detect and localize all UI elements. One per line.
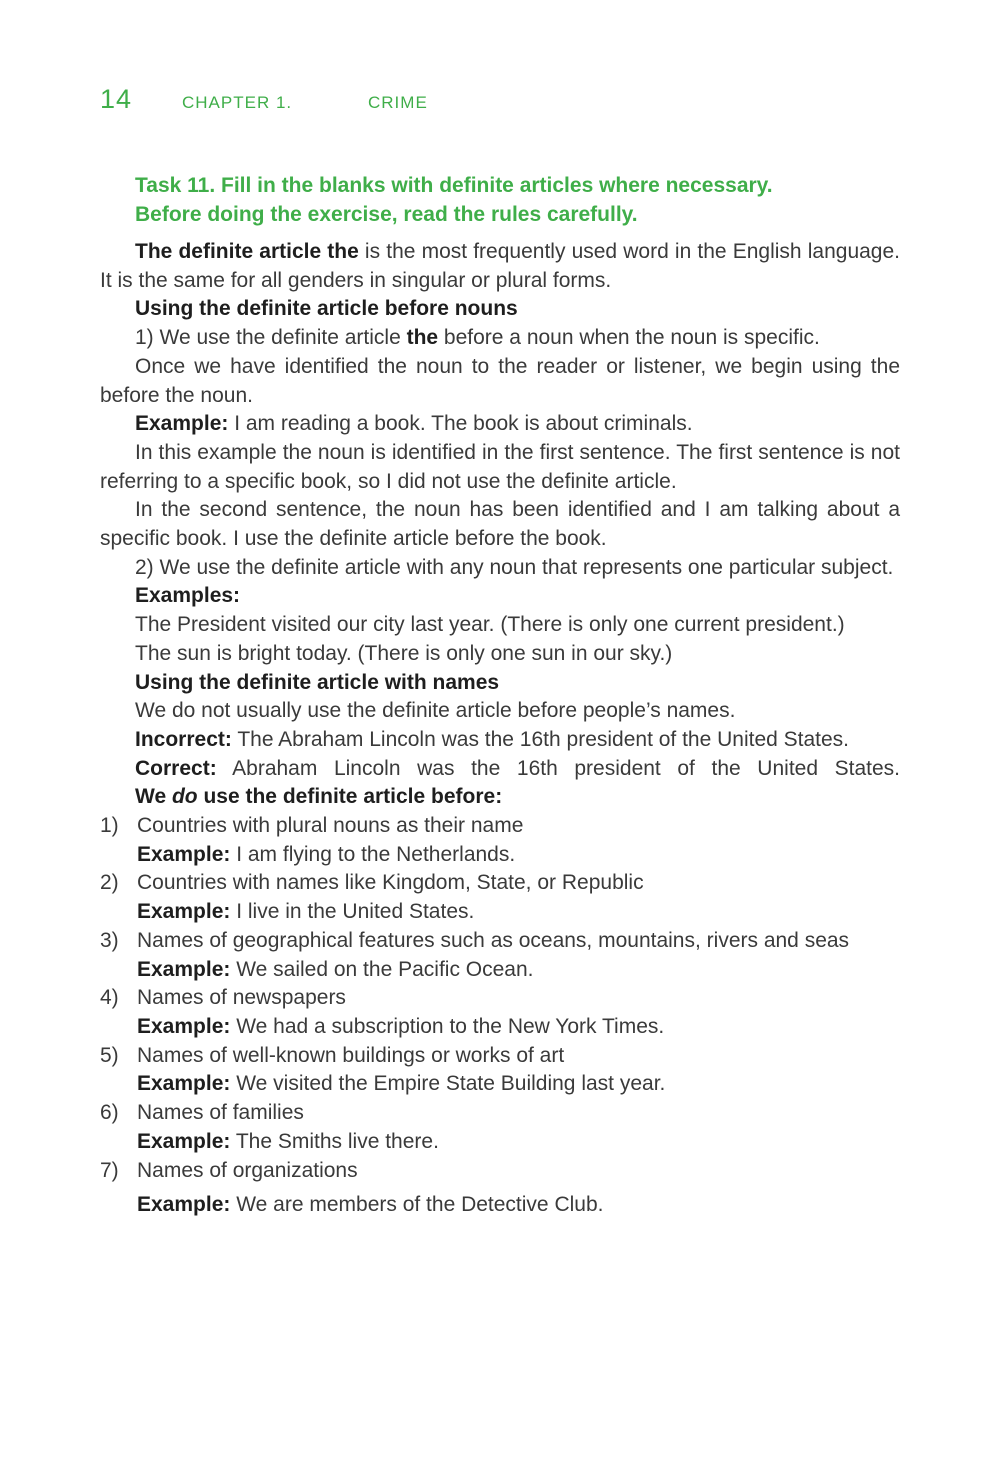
example-label: Example: <box>137 957 231 981</box>
list-text: Names of newspapers <box>137 986 346 1010</box>
list-example-text: The Smiths live there. <box>230 1129 439 1153</box>
do-heading-a: We <box>135 785 172 809</box>
task-line-2: Before doing the exercise, read the rules carefully. <box>135 202 638 226</box>
list-text: Names of geographical features such as oceans, mountains, rivers and seas <box>137 928 850 952</box>
incorrect-label: Incorrect: <box>135 727 232 751</box>
list-example <box>137 1013 900 1042</box>
example-label: Example: <box>137 1014 231 1038</box>
rule-1-text-a: 1) We use the definite article <box>135 326 407 350</box>
chapter-title: CRIME <box>368 93 428 112</box>
example-label: Example: <box>137 900 231 924</box>
list-example <box>137 1191 900 1220</box>
section-heading-nouns <box>100 295 900 324</box>
intro-paragraph <box>100 238 900 295</box>
list-number: 6) <box>100 1101 119 1125</box>
chapter-label: CHAPTER 1. <box>182 93 293 112</box>
list-number: 7) <box>100 1158 119 1182</box>
list-example <box>137 841 900 870</box>
example-sun: The sun is bright today. (There is only one sun in our sky.) <box>135 641 673 665</box>
correct-text: Abraham Lincoln was the 16th president of the United States. <box>216 756 900 780</box>
intro-text: is the most frequently used word in the English language. It is the same for all genders in singular or plural forms. <box>100 240 900 292</box>
section-heading-nouns-text: Using the definite article before nouns <box>135 297 518 321</box>
list-example <box>137 1128 900 1157</box>
intro-bold: The definite article the <box>135 240 359 263</box>
para-first-sentence: In this example the noun is identified in the first sentence. The first sentence is not referring to a specific book, so I did not use the definite article. <box>100 440 900 493</box>
list-number: 3) <box>100 928 119 952</box>
section-heading-names <box>100 669 900 698</box>
list-example-text: We are members of the Detective Club. <box>230 1193 604 1217</box>
list-example <box>137 956 900 985</box>
list-number: 4) <box>100 986 119 1010</box>
list-item <box>100 812 900 869</box>
task-heading <box>100 172 900 229</box>
rule-2: 2) We use the definite article with any noun that represents one particular subject. <box>135 555 894 579</box>
rule-1-bold: the <box>406 326 439 350</box>
list-example-text: We had a subscription to the New York Times. <box>230 1014 665 1038</box>
list-text: Countries with plural nouns as their name <box>137 814 524 838</box>
example-label: Example: <box>137 1193 231 1217</box>
example-label: Example: <box>137 1072 231 1096</box>
list-text: Names of well-known buildings or works of art <box>137 1043 565 1067</box>
list-item <box>100 1157 900 1220</box>
list-example-text: I live in the United States. <box>230 900 475 924</box>
list-item <box>100 927 900 984</box>
list-text: Countries with names like Kingdom, State, or Republic <box>137 871 644 895</box>
para-people-names: We do not usually use the definite article before people’s names. <box>135 699 736 723</box>
correct-label: Correct: <box>135 756 217 780</box>
section-heading-names-text: Using the definite article with names <box>135 670 500 694</box>
list-example-text: We visited the Empire State Building last year. <box>230 1072 666 1096</box>
rule-1 <box>100 324 900 353</box>
example-label: Example: <box>137 842 231 866</box>
list-example-text: We sailed on the Pacific Ocean. <box>230 957 534 981</box>
example-president: The President visited our city last year. (There is only one current president.) <box>135 613 845 637</box>
example-label: Example: <box>137 1129 231 1153</box>
do-use-heading <box>100 783 900 812</box>
page-number: 14 <box>100 84 133 114</box>
list-item <box>100 984 900 1041</box>
incorrect-example <box>100 726 900 755</box>
para-second-sentence: In the second sentence, the noun has been identified and I am talking about a specific book. I use the definite article before the book. <box>100 498 900 551</box>
example-book <box>100 410 900 439</box>
incorrect-text: The Abraham Lincoln was the 16th president of the United States. <box>231 727 850 751</box>
do-heading-em: do <box>171 785 198 809</box>
list-item <box>100 1042 900 1099</box>
list-item <box>100 869 900 926</box>
example-label: Example: <box>135 412 229 436</box>
list-text: Names of families <box>137 1101 304 1125</box>
list-example <box>137 1070 900 1099</box>
list-example-text: I am flying to the Netherlands. <box>230 842 516 866</box>
para-identified: Once we have identified the noun to the reader or listener, we begin using the before the noun. <box>100 354 900 407</box>
list-number: 2) <box>100 871 119 895</box>
rule-1-text-b: before a noun when the noun is specific. <box>438 326 820 350</box>
list-text: Names of organizations <box>137 1158 358 1182</box>
correct-example <box>100 755 900 784</box>
page-body <box>100 172 900 1220</box>
task-line-1: Task 11. Fill in the blanks with definite articles where necessary. <box>135 174 773 197</box>
examples-heading <box>100 582 900 611</box>
list-number: 1) <box>100 814 119 838</box>
examples-label: Examples: <box>135 584 241 608</box>
list-example <box>137 898 900 927</box>
do-heading-b: use the definite article before: <box>197 785 503 809</box>
list-number: 5) <box>100 1043 119 1067</box>
example-text: I am reading a book. The book is about criminals. <box>228 412 693 436</box>
list-item <box>100 1099 900 1156</box>
